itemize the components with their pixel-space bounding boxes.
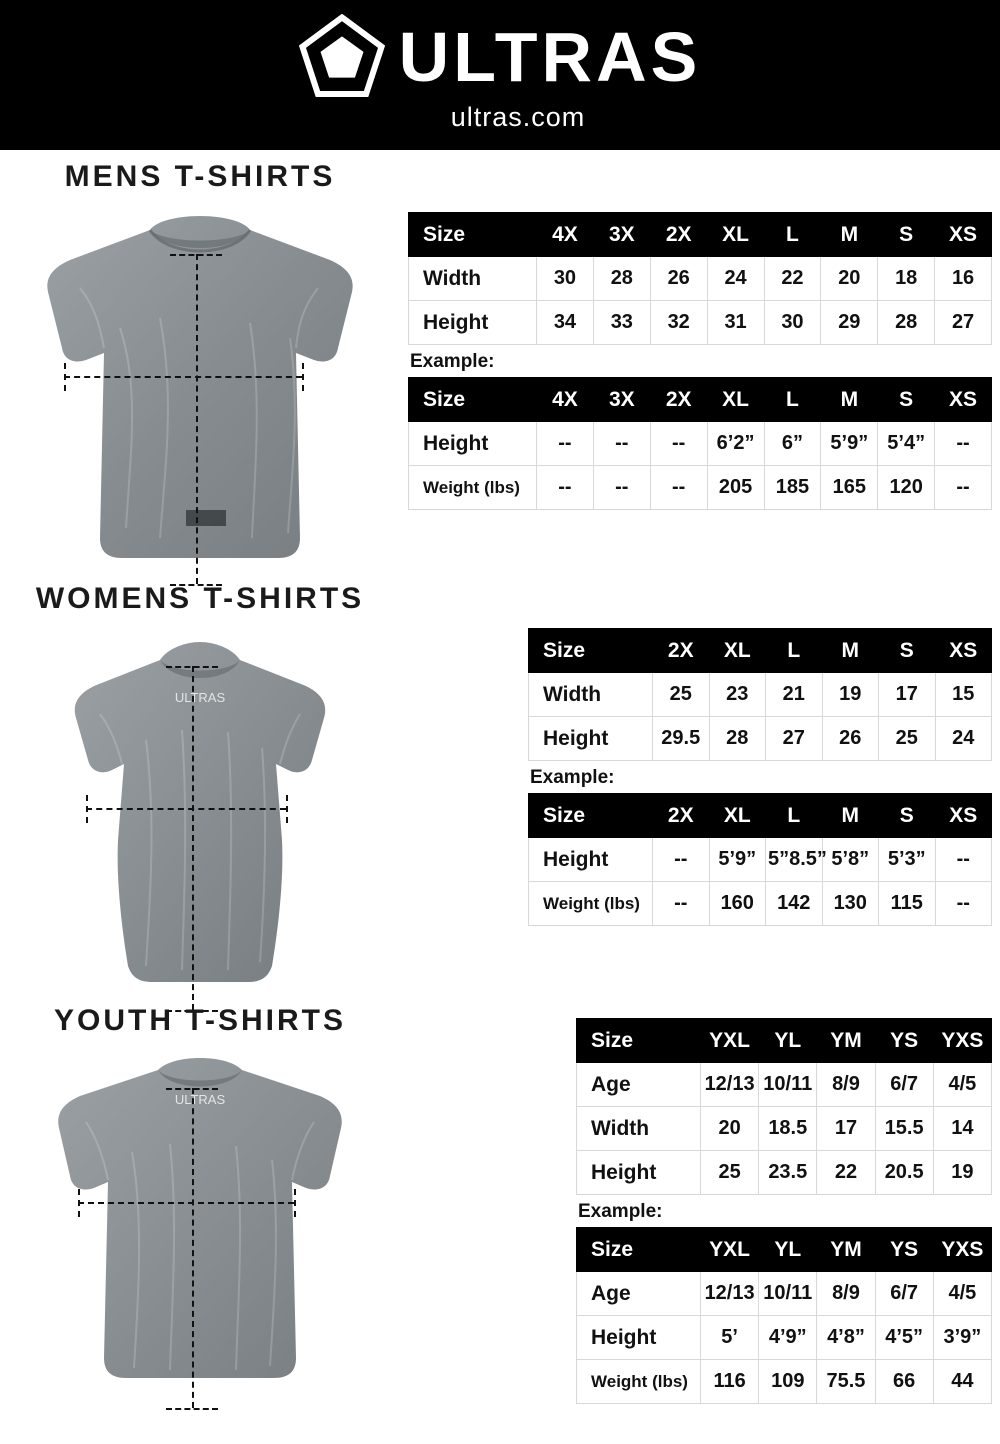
- brand-header: [0, 0, 1000, 150]
- womens-height-tick-top: [166, 666, 218, 668]
- svg-text:ULTRAS: ULTRAS: [174, 1092, 226, 1107]
- cell: 12/13: [701, 1272, 759, 1316]
- mens-tshirt-graphic: [0, 208, 400, 568]
- cell: 17: [817, 1107, 875, 1151]
- table-row: [409, 257, 992, 301]
- mens-tables: [408, 212, 992, 510]
- cell: --: [935, 882, 992, 926]
- cell: 4/5: [933, 1272, 991, 1316]
- column-header: S: [879, 629, 936, 673]
- youth-width-dashline: [78, 1202, 294, 1204]
- womens-width-dashline: [86, 808, 286, 810]
- column-header: 3X: [593, 378, 650, 422]
- table-row: [529, 882, 992, 926]
- cell: 4/5: [933, 1063, 991, 1107]
- cell: 130: [822, 882, 879, 926]
- mens-measure-table: [408, 212, 992, 345]
- cell: 10/11: [759, 1272, 817, 1316]
- table-row: [529, 838, 992, 882]
- column-header: Size: [577, 1019, 701, 1063]
- mens-section-illustration: [0, 160, 400, 568]
- youth-height-tick-top: [166, 1088, 218, 1090]
- mens-width-tick-left: [64, 363, 66, 391]
- youth-tables: [576, 1018, 992, 1404]
- cell: 142: [766, 882, 823, 926]
- mens-width-dashline: [64, 376, 302, 378]
- column-header: YS: [875, 1228, 933, 1272]
- mens-width-tick-right: [302, 363, 304, 391]
- cell: 75.5: [817, 1360, 875, 1404]
- cell: 31: [707, 301, 764, 345]
- row-label: Weight (lbs): [409, 466, 537, 510]
- column-header: L: [764, 378, 821, 422]
- row-label: Age: [577, 1063, 701, 1107]
- cell: 26: [650, 257, 707, 301]
- cell: 6/7: [875, 1063, 933, 1107]
- womens-section-illustration: [0, 582, 400, 990]
- cell: 23.5: [759, 1151, 817, 1195]
- cell: 24: [935, 717, 992, 761]
- cell: 18.5: [759, 1107, 817, 1151]
- cell: 15.5: [875, 1107, 933, 1151]
- cell: --: [935, 838, 992, 882]
- column-header: 3X: [593, 213, 650, 257]
- brand-name: ULTRAS: [398, 18, 702, 96]
- table-row: [577, 1107, 992, 1151]
- youth-height-dashline: [192, 1088, 194, 1408]
- cell: 5’4”: [878, 422, 935, 466]
- cell: 17: [879, 673, 936, 717]
- column-header: 2X: [653, 794, 710, 838]
- column-header: M: [822, 629, 879, 673]
- mens-section-title: MENS T-SHIRTS: [64, 160, 336, 193]
- column-header: YS: [875, 1019, 933, 1063]
- table-row: [577, 1316, 992, 1360]
- row-label: Width: [577, 1107, 701, 1151]
- table-header-row: [409, 378, 992, 422]
- womens-tables: [528, 628, 992, 926]
- womens-width-tick-right: [286, 795, 288, 823]
- column-header: M: [821, 378, 878, 422]
- cell: 27: [935, 301, 992, 345]
- cell: 20: [701, 1107, 759, 1151]
- cell: 5’3”: [879, 838, 936, 882]
- cell: 4’8”: [817, 1316, 875, 1360]
- cell: --: [537, 466, 594, 510]
- cell: 32: [650, 301, 707, 345]
- youth-section-title: YOUTH T-SHIRTS: [53, 1004, 346, 1037]
- womens-height-dashline: [192, 666, 194, 1010]
- cell: 22: [817, 1151, 875, 1195]
- womens-tshirt-illustration: [0, 630, 400, 990]
- youth-height-tick-bottom: [166, 1408, 218, 1410]
- table-header-row: [577, 1228, 992, 1272]
- row-label: Height: [577, 1151, 701, 1195]
- table-row: [577, 1272, 992, 1316]
- column-header: Size: [577, 1228, 701, 1272]
- cell: 30: [537, 257, 594, 301]
- youth-example-table: [576, 1227, 992, 1404]
- table-row: [577, 1151, 992, 1195]
- column-header: L: [764, 213, 821, 257]
- column-header: YM: [817, 1228, 875, 1272]
- cell: 12/13: [701, 1063, 759, 1107]
- pentagon-logo-icon: [299, 14, 385, 100]
- table-row: [529, 673, 992, 717]
- column-header: XL: [707, 213, 764, 257]
- cell: 26: [822, 717, 879, 761]
- cell: 4’5”: [875, 1316, 933, 1360]
- cell: 4’9”: [759, 1316, 817, 1360]
- cell: --: [593, 422, 650, 466]
- cell: 20: [821, 257, 878, 301]
- cell: 116: [701, 1360, 759, 1404]
- cell: 115: [879, 882, 936, 926]
- cell: --: [935, 422, 992, 466]
- cell: 18: [878, 257, 935, 301]
- cell: --: [935, 466, 992, 510]
- mens-tshirt-illustration: [0, 208, 400, 568]
- column-header: S: [878, 378, 935, 422]
- row-label: Height: [409, 301, 537, 345]
- womens-tshirt-graphic: [0, 630, 400, 990]
- cell: --: [650, 466, 707, 510]
- mens-height-tick-top: [170, 254, 222, 256]
- column-header: M: [822, 794, 879, 838]
- row-label: Weight (lbs): [577, 1360, 701, 1404]
- cell: 185: [764, 466, 821, 510]
- cell: 165: [821, 466, 878, 510]
- row-label: Width: [409, 257, 537, 301]
- cell: 120: [878, 466, 935, 510]
- column-header: Size: [529, 794, 653, 838]
- column-header: YXS: [933, 1228, 991, 1272]
- table-row: [529, 717, 992, 761]
- cell: 16: [935, 257, 992, 301]
- mens-example-label: Example:: [410, 351, 495, 372]
- womens-width-tick-left: [86, 795, 88, 823]
- cell: 19: [822, 673, 879, 717]
- table-row: [409, 466, 992, 510]
- table-row: [577, 1360, 992, 1404]
- column-header: 4X: [537, 378, 594, 422]
- column-header: XL: [707, 378, 764, 422]
- cell: 5”8.5”: [766, 838, 823, 882]
- cell: 25: [653, 673, 710, 717]
- row-label: Height: [529, 838, 653, 882]
- cell: 14: [933, 1107, 991, 1151]
- cell: --: [650, 422, 707, 466]
- svg-text:ULTRAS: ULTRAS: [174, 690, 226, 705]
- column-header: Size: [529, 629, 653, 673]
- row-label: Width: [529, 673, 653, 717]
- cell: 21: [766, 673, 823, 717]
- column-header: M: [821, 213, 878, 257]
- cell: 5’: [701, 1316, 759, 1360]
- womens-section-title: WOMENS T-SHIRTS: [35, 582, 365, 615]
- cell: 160: [709, 882, 766, 926]
- row-label: Height: [577, 1316, 701, 1360]
- cell: 5’9”: [821, 422, 878, 466]
- table-row: [577, 1063, 992, 1107]
- youth-section-illustration: [0, 1004, 400, 1402]
- column-header: L: [766, 794, 823, 838]
- mens-example-table: [408, 377, 992, 510]
- cell: 28: [709, 717, 766, 761]
- column-header: YXS: [933, 1019, 991, 1063]
- youth-width-tick-left: [78, 1189, 80, 1217]
- cell: --: [653, 838, 710, 882]
- column-header: Size: [409, 378, 537, 422]
- row-label: Height: [529, 717, 653, 761]
- youth-example-label: Example:: [578, 1201, 663, 1222]
- row-label: Weight (lbs): [529, 882, 653, 926]
- cell: 205: [707, 466, 764, 510]
- column-header: XS: [935, 213, 992, 257]
- column-header: XS: [935, 629, 992, 673]
- youth-tshirt-illustration: [0, 1052, 400, 1402]
- column-header: YXL: [701, 1019, 759, 1063]
- cell: 5’9”: [709, 838, 766, 882]
- table-header-row: [529, 629, 992, 673]
- column-header: 2X: [650, 378, 707, 422]
- cell: 23: [709, 673, 766, 717]
- brand-website: ultras.com: [450, 102, 586, 132]
- column-header: YM: [817, 1019, 875, 1063]
- cell: 8/9: [817, 1272, 875, 1316]
- womens-measure-table: [528, 628, 992, 761]
- cell: 6”: [764, 422, 821, 466]
- cell: 6/7: [875, 1272, 933, 1316]
- column-header: S: [878, 213, 935, 257]
- column-header: L: [766, 629, 823, 673]
- cell: 20.5: [875, 1151, 933, 1195]
- cell: 33: [593, 301, 650, 345]
- cell: 27: [766, 717, 823, 761]
- table-header-row: [409, 213, 992, 257]
- table-row: [409, 301, 992, 345]
- youth-width-tick-right: [294, 1189, 296, 1217]
- cell: 29.5: [653, 717, 710, 761]
- table-header-row: [577, 1019, 992, 1063]
- cell: 44: [933, 1360, 991, 1404]
- logo-lockup: [0, 14, 1000, 133]
- cell: 19: [933, 1151, 991, 1195]
- cell: --: [593, 466, 650, 510]
- cell: 8/9: [817, 1063, 875, 1107]
- cell: 5’8”: [822, 838, 879, 882]
- cell: 15: [935, 673, 992, 717]
- column-header: Size: [409, 213, 537, 257]
- column-header: YL: [759, 1019, 817, 1063]
- cell: 22: [764, 257, 821, 301]
- cell: 30: [764, 301, 821, 345]
- womens-example-label: Example:: [530, 767, 615, 788]
- cell: 34: [537, 301, 594, 345]
- column-header: XS: [935, 794, 992, 838]
- cell: 109: [759, 1360, 817, 1404]
- cell: 3’9”: [933, 1316, 991, 1360]
- column-header: YXL: [701, 1228, 759, 1272]
- youth-tshirt-graphic: [0, 1052, 400, 1402]
- cell: 28: [878, 301, 935, 345]
- column-header: YL: [759, 1228, 817, 1272]
- cell: 28: [593, 257, 650, 301]
- womens-example-table: [528, 793, 992, 926]
- column-header: 4X: [537, 213, 594, 257]
- table-row: [409, 422, 992, 466]
- row-label: Age: [577, 1272, 701, 1316]
- column-header: XS: [935, 378, 992, 422]
- cell: 25: [701, 1151, 759, 1195]
- table-header-row: [529, 794, 992, 838]
- cell: 25: [879, 717, 936, 761]
- mens-height-dashline: [196, 254, 198, 584]
- cell: 24: [707, 257, 764, 301]
- column-header: S: [879, 794, 936, 838]
- cell: 10/11: [759, 1063, 817, 1107]
- column-header: XL: [709, 794, 766, 838]
- cell: 29: [821, 301, 878, 345]
- youth-measure-table: [576, 1018, 992, 1195]
- cell: 6’2”: [707, 422, 764, 466]
- column-header: 2X: [653, 629, 710, 673]
- cell: 66: [875, 1360, 933, 1404]
- column-header: XL: [709, 629, 766, 673]
- row-label: Height: [409, 422, 537, 466]
- column-header: 2X: [650, 213, 707, 257]
- cell: --: [537, 422, 594, 466]
- cell: --: [653, 882, 710, 926]
